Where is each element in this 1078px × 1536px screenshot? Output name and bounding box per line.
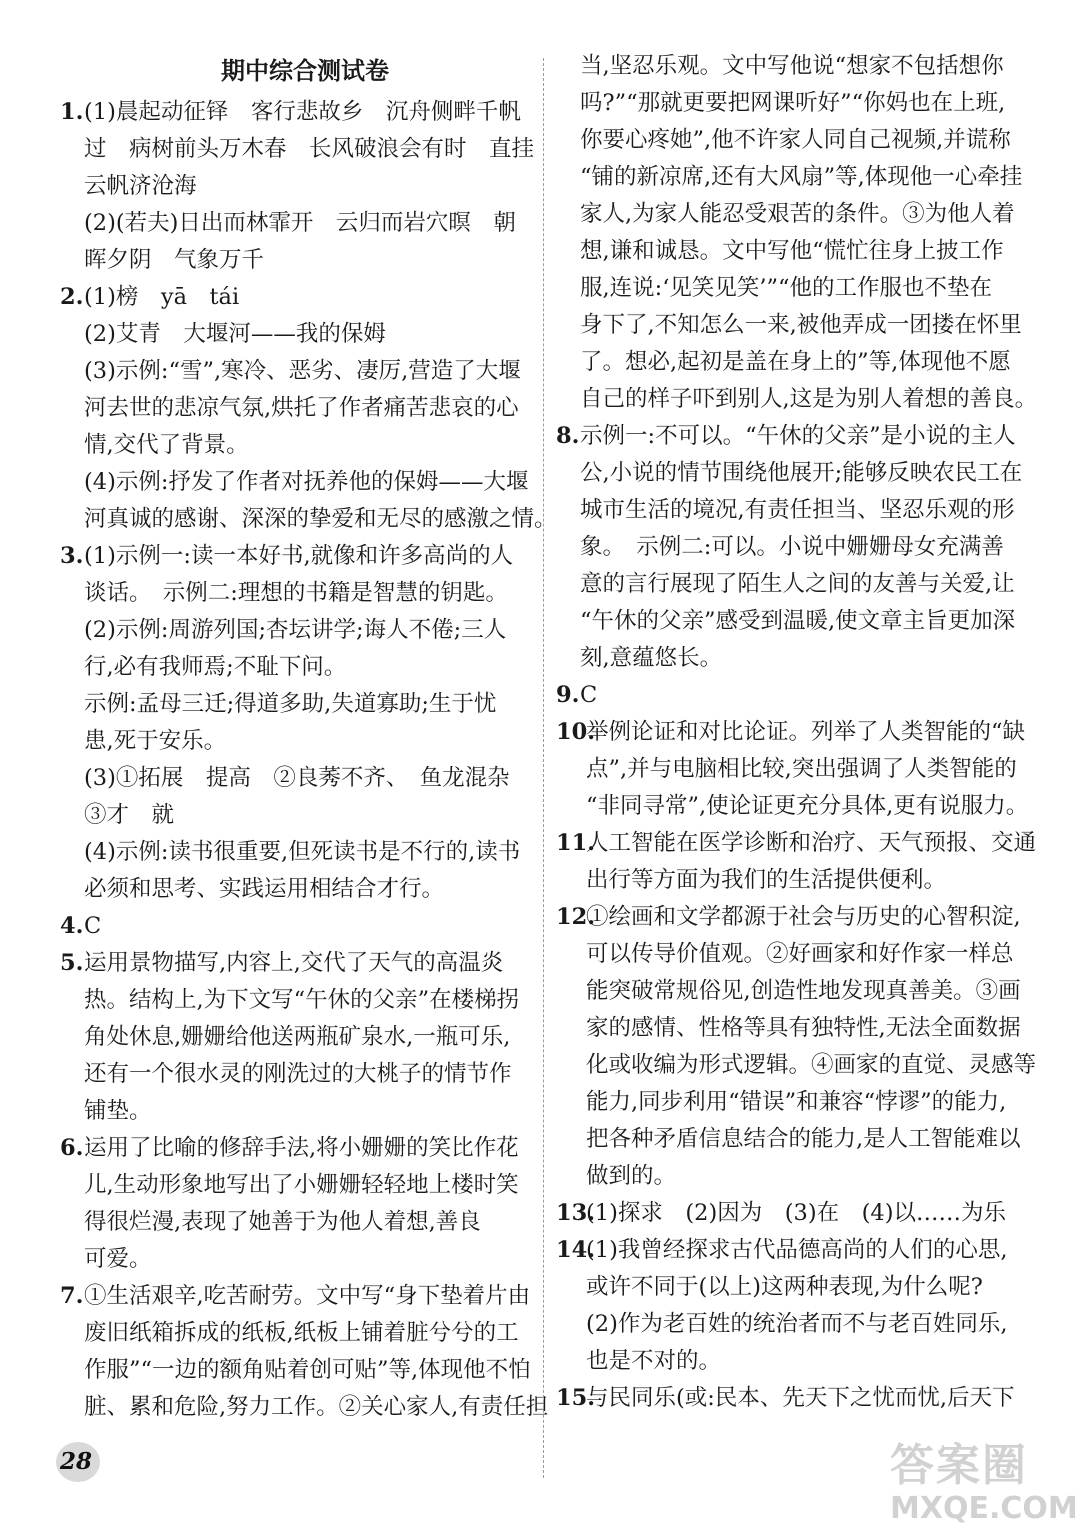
answer-line: (3)①拓展 提高 ②良莠不齐、 鱼龙混杂 [84, 765, 510, 791]
answer-line: 吗?”“那就更要把网课听好”“你妈也在上班, [580, 90, 1006, 116]
answer-line: 示例:孟母三迁;得道多助,失道寡助;生于忧 [84, 691, 497, 717]
answer-line: 出行等方面为我们的生活提供便利。 [586, 867, 947, 893]
answer-line: 示例一:不可以。“午休的父亲”是小说的主人 [580, 423, 1016, 449]
answer-line: 谈话。 示例二:理想的书籍是智慧的钥匙。 [84, 580, 508, 606]
answer-line: 行,必有我师焉;不耻下问。 [84, 654, 347, 680]
answer-3 [60, 538, 530, 908]
answer-11 [556, 825, 1037, 899]
answer-line: 人工智能在医学诊断和治疗、天气预报、交通 [586, 830, 1037, 856]
answer-line: 身下了,不知怎么一来,被他弄成一团搂在怀里 [580, 312, 1022, 338]
answer-line: C [580, 682, 598, 708]
answer-line: 当,坚忍乐观。文中写他说“想家不包括想你 [580, 53, 1004, 79]
answer-line: ③才 就 [84, 802, 175, 828]
answer-line: 服,连说:‘见笑见笑’”“他的工作服也不垫在 [580, 275, 993, 301]
answer-line: (1)探求 (2)因为 (3)在 (4)以……为乐 [586, 1200, 1006, 1226]
answer-line: 角处休息,姗姗给他送两瓶矿泉水,一瓶可乐, [84, 1024, 511, 1050]
answer-line: (2)作为老百姓的统治者而不与老百姓同乐, [586, 1311, 1008, 1337]
answer-line: 能突破常规俗见,创造性地发现真善美。③画 [586, 978, 1021, 1004]
answer-number: 5. [60, 950, 84, 976]
answer-line: 得很烂漫,表现了她善于为他人着想,善良 [84, 1209, 481, 1235]
answer-number: 11. [556, 830, 596, 856]
answer-line: 家人,为家人能忍受艰苦的条件。③为他人着 [580, 201, 1015, 227]
answer-line: 运用了比喻的修辞手法,将小姗姗的笑比作花 [84, 1135, 519, 1161]
answer-4 [60, 908, 530, 945]
answer-line: 你要心疼她”,他不许家人同自己视频,并谎称 [580, 127, 1011, 153]
watermark-logo-text: 答案圈 [890, 1440, 1028, 1491]
answer-line: 儿,生动形象地写出了小姗姗轻轻地上楼时笑 [84, 1172, 519, 1198]
answer-number: 1. [60, 99, 84, 125]
answer-line: (2)(若夫)日出而林霏开 云归而岩穴暝 朝 [84, 210, 516, 236]
answer-line: 还有一个很水灵的刚洗过的大桃子的情节作 [84, 1061, 512, 1087]
left-column [60, 48, 557, 1426]
answer-line: (1)我曾经探求古代品德高尚的人们的心思, [586, 1237, 1008, 1263]
answer-line: “铺的新凉席,还有大风扇”等,体现他一心牵挂 [580, 164, 1023, 190]
answer-line: (1)榜 yā tái [84, 284, 240, 310]
answer-line: 废旧纸箱拆成的纸板,纸板上铺着脏兮兮的工 [84, 1320, 519, 1346]
answer-line: 象。 示例二:可以。小说中姗姗母女充满善 [580, 534, 1004, 560]
answer-number: 8. [556, 423, 580, 449]
answer-line: (2)艾青 大堰河——我的保姆 [84, 321, 386, 347]
answer-number: 7. [60, 1283, 84, 1309]
answer-line: 化或收编为形式逻辑。④画家的直觉、灵感等 [586, 1052, 1037, 1078]
answer-line: 意的言行展现了陌生人之间的友善与关爱,让 [580, 571, 1015, 597]
answer-line: 能力,同步利用“错误”和兼容“悖谬”的能力, [586, 1089, 1007, 1115]
answer-line: 可以传导价值观。②好画家和好作家一样总 [586, 941, 1014, 967]
answer-9 [556, 677, 1022, 714]
answer-line: 把各种矛盾信息结合的能力,是人工智能难以 [586, 1126, 1021, 1152]
answer-line: “非同寻常”,使论证更充分具体,更有说服力。 [586, 793, 1029, 819]
answer-line: (2)示例:周游列国;杏坛讲学;诲人不倦;三人 [84, 617, 507, 643]
answer-8 [556, 418, 1022, 677]
answer-number: 3. [60, 543, 84, 569]
answer-number: 14. [556, 1237, 596, 1263]
answer-line: 晖夕阴 气象万千 [84, 247, 265, 273]
answer-number: 10. [556, 719, 596, 745]
answer-line: C [84, 913, 102, 939]
answer-number: 4. [60, 913, 84, 939]
right-column [556, 48, 1038, 1417]
page-number-text: 28 [60, 1448, 93, 1475]
answer-13 [556, 1195, 1022, 1232]
answer-line: 河去世的悲凉气氛,烘托了作者痛苦悲哀的心 [84, 395, 519, 421]
answer-line: 城市生活的境况,有责任担当、坚忍乐观的形 [580, 497, 1015, 523]
answer-line: 公,小说的情节围绕他展开;能够反映农民工在 [580, 460, 1023, 486]
answer-number: 15. [556, 1385, 596, 1411]
answer-line: 想,谦和诚恳。文中写他“慌忙往身上披工作 [580, 238, 1004, 264]
answer-line: (3)示例:“雪”,寒冷、恶劣、凄厉,营造了大堰 [84, 358, 521, 384]
answer-line: 过 病树前头万木春 长风破浪会有时 直挂 [84, 136, 535, 162]
answer-line: “午休的父亲”感受到温暖,使文章主旨更加深 [580, 608, 1016, 634]
answer-line: 必须和思考、实践运用相结合才行。 [84, 876, 445, 902]
column-divider [543, 58, 544, 1478]
answer-line: (4)示例:抒发了作者对抚养他的保姆——大堰 [84, 469, 529, 495]
watermark-url: MXQE.COM [890, 1491, 1078, 1526]
answer-line: 点”,并与电脑相比较,突出强调了人类智能的 [586, 756, 1017, 782]
answer-1 [60, 94, 535, 279]
answer-line: (1)示例一:读一本好书,就像和许多高尚的人 [84, 543, 514, 569]
answer-line: 热。结构上,为下文写“午休的父亲”在楼梯拐 [84, 987, 520, 1013]
answer-7 [60, 1278, 549, 1426]
page-number [46, 1438, 106, 1486]
answer-number: 6. [60, 1135, 84, 1161]
watermark [890, 1440, 1078, 1532]
answer-line: 也是不对的。 [586, 1348, 722, 1374]
answer-number: 13. [556, 1200, 596, 1226]
answer-5 [60, 945, 530, 1130]
answer-line: (4)示例:读书很重要,但死读书是不行的,读书 [84, 839, 521, 865]
answer-12 [556, 899, 1037, 1195]
answer-line: ①生活艰辛,吃苦耐劳。文中写“身下垫着片由 [84, 1283, 531, 1309]
answer-line: 运用景物描写,内容上,交代了天气的高温炎 [84, 950, 504, 976]
answer-line: (1)晨起动征铎 客行悲故乡 沉舟侧畔千帆 [84, 99, 521, 125]
answer-6 [60, 1130, 530, 1278]
answer-line: 铺垫。 [84, 1098, 152, 1124]
answer-line: 或许不同于(以上)这两种表现,为什么呢? [586, 1274, 983, 1300]
answer-line: 家的感情、性格等具有独特性,无法全面数据 [586, 1015, 1021, 1041]
answer-15 [556, 1380, 1022, 1417]
answer-2 [60, 279, 557, 538]
answer-14 [556, 1232, 1022, 1380]
answer-line: 可爱。 [84, 1246, 152, 1272]
answer-number: 2. [60, 284, 84, 310]
answer-line: ①绘画和文学都源于社会与历史的心智积淀, [586, 904, 1021, 930]
answer-line: 河真诚的感谢、深深的挚爱和无尽的感激之情。 [84, 506, 557, 532]
answer-line: 与民同乐(或:民本、先天下之忧而忧,后天下 [586, 1385, 1015, 1411]
answer-line: 作服”“一边的额角贴着创可贴”等,体现他不怕 [84, 1357, 531, 1383]
page-title: 期中综合测试卷 [221, 57, 389, 85]
answer-line: 了。想必,起初是盖在身上的”等,体现他不愿 [580, 349, 1011, 375]
answer-number: 9. [556, 682, 580, 708]
answer-7-continued [556, 48, 1038, 418]
answer-line: 自己的样子吓到别人,这是为别人着想的善良。 [580, 386, 1038, 412]
answer-line: 云帆济沧海 [84, 173, 197, 199]
answer-line: 情,交代了背景。 [84, 432, 249, 458]
answer-number: 12. [556, 904, 596, 930]
answer-line: 患,死于安乐。 [84, 728, 227, 754]
answer-line: 举例论证和对比论证。列举了人类智能的“缺 [586, 719, 1026, 745]
answer-line: 脏、累和危险,努力工作。②关心家人,有责任担 [84, 1394, 549, 1420]
answer-10 [556, 714, 1029, 825]
answer-line: 刻,意蕴悠长。 [580, 645, 723, 671]
answer-line: 做到的。 [586, 1163, 677, 1189]
